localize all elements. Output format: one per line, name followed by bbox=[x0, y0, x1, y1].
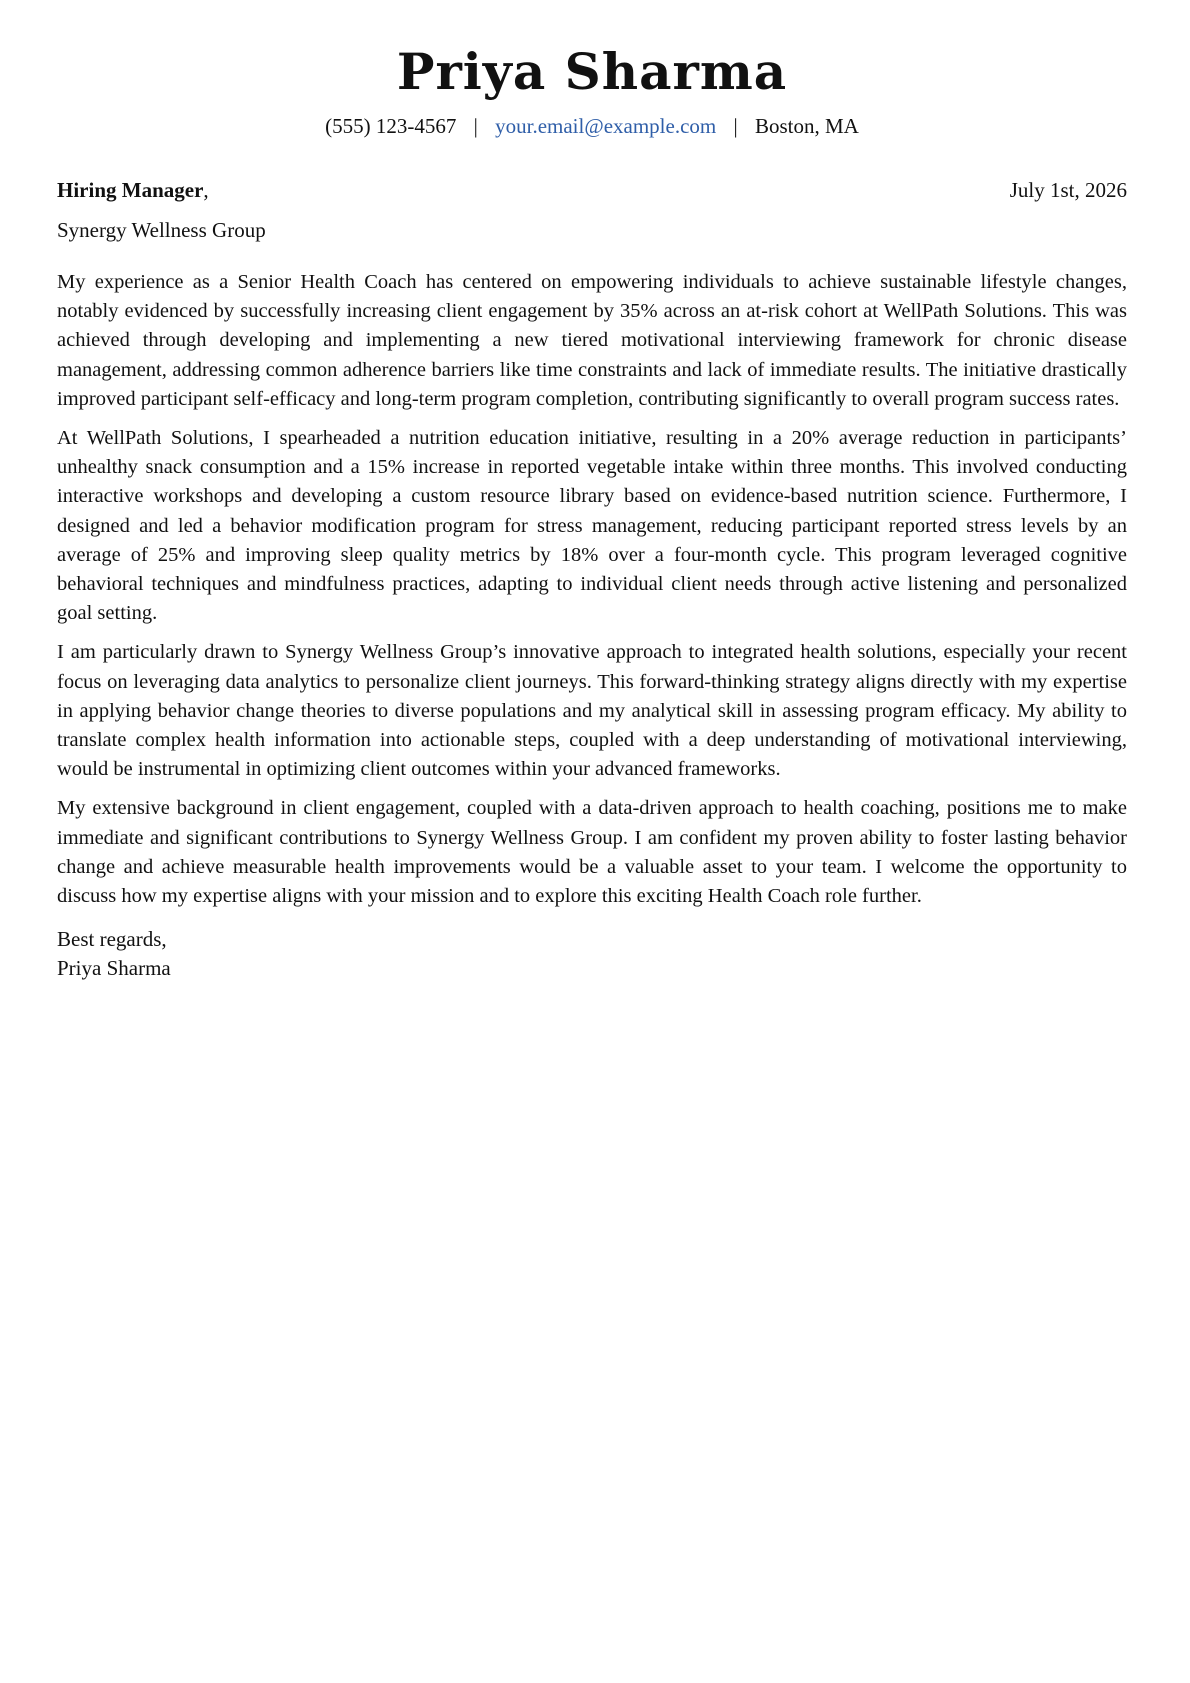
contact-separator: | bbox=[733, 114, 738, 138]
body-paragraph: My experience as a Senior Health Coach has centered on empowering individuals to achieve sustainable lifestyle changes, notably evidenced by successfully increasing client engagement by 35% across an at-risk cohort at WellPath Solutions. This was achieved through developing and implementing a new tiered motivational interviewing framework for chronic disease management, addressing common adherence barriers like time constraints and lack of immediate results. The initiative drastically improved participant self-efficacy and long-term program completion, contributing significantly to overall program success rates. bbox=[57, 271, 1127, 410]
contact-line bbox=[57, 112, 1127, 140]
letter-body bbox=[57, 268, 1127, 911]
recipient-title-text: Hiring Manager bbox=[57, 178, 204, 202]
location: Boston, MA bbox=[754, 114, 859, 138]
recipient-title bbox=[57, 176, 209, 204]
letter-date: July 1st, 2026 bbox=[1009, 178, 1127, 202]
phone-number: (555) 123-4567 bbox=[325, 114, 457, 138]
email-link[interactable]: your.email@example.com bbox=[495, 114, 717, 138]
contact-separator: | bbox=[473, 114, 478, 138]
applicant-name: Priya Sharma bbox=[396, 42, 788, 101]
recipient-date-row bbox=[57, 176, 1127, 204]
letter-closing bbox=[57, 925, 1127, 983]
recipient-title-comma: , bbox=[203, 178, 209, 202]
cover-letter-page bbox=[57, 40, 1127, 983]
signature-name: Priya Sharma bbox=[57, 956, 171, 981]
body-paragraph: I am particularly drawn to Synergy Wellness Group’s innovative approach to integrated health solutions, especially your recent focus on leveraging data analytics to personalize client journeys. This forward-thinking strategy aligns directly with my expertise in applying behavior change theories to diverse populations and my analytical skill in assessing program efficacy. My ability to translate complex health information into actionable steps, coupled with a deep understanding of motivational interviewing, would be instrumental in optimizing client outcomes within your advanced frameworks. bbox=[57, 641, 1127, 781]
recipient-company: Synergy Wellness Group bbox=[57, 218, 266, 242]
closing-salutation: Best regards, bbox=[57, 927, 167, 952]
body-paragraph: At WellPath Solutions, I spearheaded a nutrition education initiative, resulting in a 20% average reduction in participants’ unhealthy snack consumption and a 15% increase in reported vegetable intake within three months. This involved conducting interactive workshops and developing a custom resource library based on evidence-based nutrition science. Furthermore, I designed and led a behavior modification program for stress management, reducing participant reported stress levels by an average of 25% and improving sleep quality metrics by 18% over a four-month cycle. This program leveraged cognitive behavioral techniques and mindfulness practices, adapting to individual client needs through active listening and personalized goal setting. bbox=[57, 427, 1127, 625]
body-paragraph: My extensive background in client engagement, coupled with a data-driven approach to health coaching, positions me to make immediate and significant contributions to Synergy Wellness Group. I am confident my proven ability to foster lasting behavior change and achieve measurable health improvements would be a valuable asset to your team. I welcome the opportunity to discuss how my expertise aligns with your mission and to explore this exciting Health Coach role further. bbox=[57, 797, 1127, 908]
